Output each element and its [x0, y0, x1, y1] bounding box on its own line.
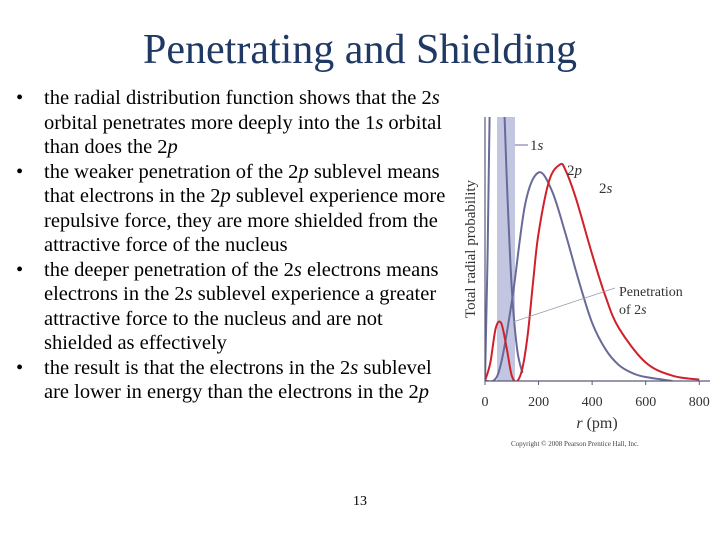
x-tick-label: 600 [635, 395, 657, 410]
bullet-text: sublevel are lower in energy than the electrons in the 2 [44, 356, 432, 403]
bullet-text: orbital than does the 2 [44, 111, 442, 158]
bullet-text: orbital penetrates more deeply into the 1 [44, 111, 376, 134]
bullet-marker: • [16, 258, 24, 281]
x-tick-label: 0 [481, 395, 489, 410]
label-1s: 1s [530, 138, 544, 154]
x-tick-label: 400 [581, 395, 603, 410]
bullet-text: electrons means electrons in the 2 [44, 258, 439, 305]
bullet-text: p [220, 185, 231, 207]
slide-title: Penetrating and Shielding [143, 27, 577, 73]
x-ticks [482, 381, 710, 410]
x-tick-label: 800 [688, 395, 710, 410]
radial-distribution-chart [455, 112, 720, 452]
bullet-item [16, 160, 454, 258]
bullet-text: s [431, 87, 440, 109]
bullet-marker: • [16, 87, 24, 109]
bullet-text: the weaker penetration of the 2 [44, 160, 299, 183]
bullet-text: p [418, 381, 429, 403]
bullet-text: p [298, 160, 309, 183]
bullet-text: the radial distribution function shows that the 2 [44, 87, 432, 109]
bullet-text: the result is that the electrons in the 2 [44, 356, 351, 379]
penetration-pointer [513, 288, 615, 322]
bullet-marker: • [16, 356, 24, 379]
x-tick-label: 200 [528, 395, 550, 410]
bullet-text: s [293, 258, 302, 281]
label-2p: 2p [567, 163, 582, 179]
page-number: 13 [353, 494, 367, 509]
bullet-text: s [375, 111, 384, 134]
bullet-text: p [167, 136, 178, 158]
bullet-item [16, 258, 454, 356]
y-axis-label: Total radial probability [463, 179, 479, 319]
copyright-text: Copyright © 2008 Pearson Prentice Hall, Inc. [511, 440, 639, 448]
bullet-text: sublevel experience more repulsive force, they are more shielded from the attractive force of the nucleus [44, 185, 446, 256]
bullet-item [16, 86, 454, 160]
bullet-marker: • [16, 160, 24, 183]
bullet-text: the deeper penetration of the 2 [44, 258, 294, 281]
bullet-list [16, 86, 454, 405]
bullet-text: sublevel means that electrons in the 2 [44, 160, 440, 207]
label-2s: 2s [599, 181, 613, 197]
x-axis-label: r (pm) [576, 415, 618, 432]
curves [485, 112, 699, 382]
penetration-label-line1: Penetration [619, 285, 683, 300]
bullet-item [16, 356, 454, 405]
bullet-text: sublevel experience a greater attractive force to the nucleus and are not shielded as effectively [44, 283, 437, 354]
bullet-text: s [184, 283, 193, 305]
penetration-label-line2: of 2s [619, 303, 647, 318]
bullet-text: s [350, 356, 359, 379]
